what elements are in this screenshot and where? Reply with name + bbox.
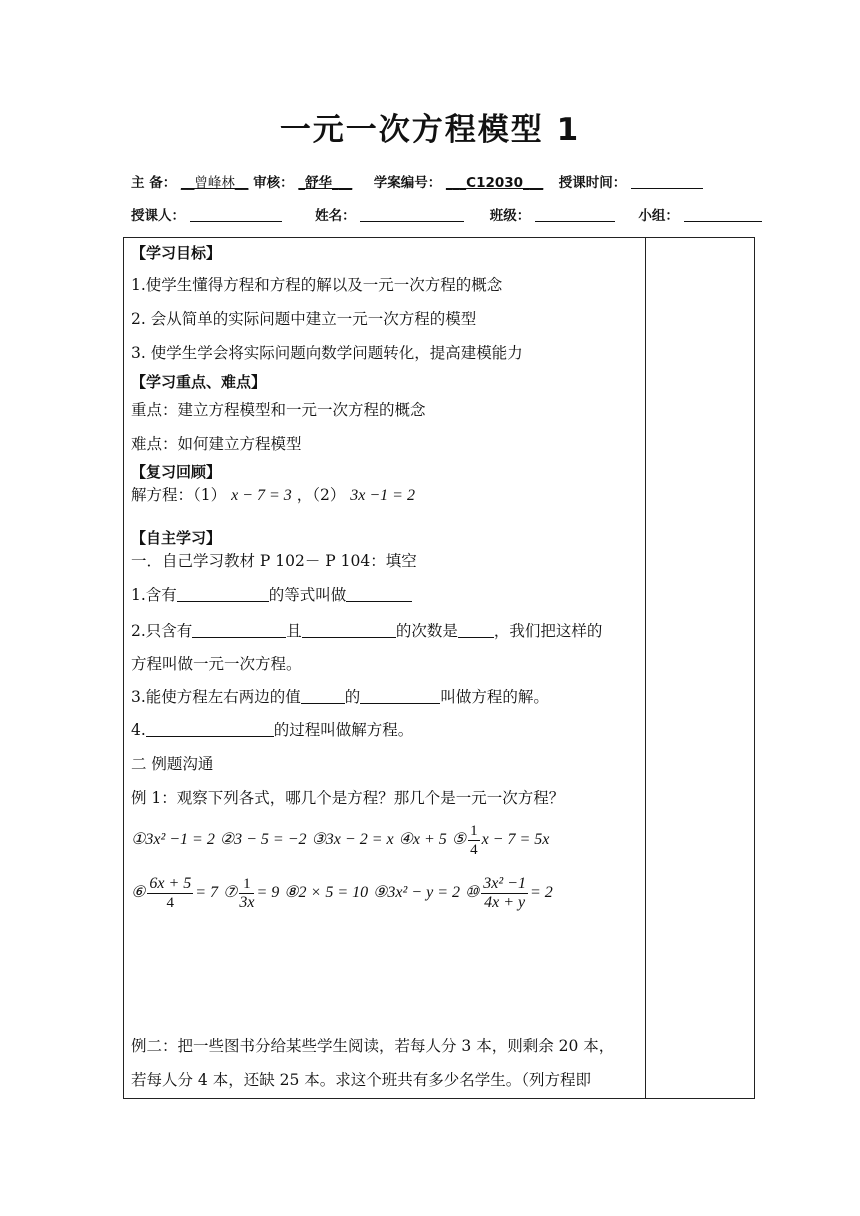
equation-4: ④x + 5 <box>398 831 447 848</box>
fill-3-text-a: 3.能使方程左右两边的值 <box>131 688 301 706</box>
equation-7-numerator: 1 <box>239 875 254 894</box>
fill-1-text-a: 1.含有 <box>131 586 177 604</box>
example-header: 二 例题沟通 <box>131 755 214 773</box>
equation-3: ③3x − 2 = x <box>311 831 394 848</box>
review-equation-2: 3x −1 = 2 <box>350 487 415 504</box>
fill-2-blank-c[interactable] <box>458 622 494 638</box>
fill-1-text-b: 的等式叫做 <box>268 586 347 604</box>
class-blank[interactable] <box>535 207 615 222</box>
group-blank[interactable] <box>684 207 762 222</box>
equation-5-numerator: 1 <box>470 822 478 839</box>
goal-1: 1.使学生懂得方程和方程的解以及一元一次方程的概念 <box>131 276 503 294</box>
shenhe-value: _舒华___ <box>298 175 353 191</box>
fill-1 <box>131 585 412 605</box>
equation-row-2 <box>131 870 553 915</box>
fill-3-text-c: 叫做方程的解。 <box>440 688 549 706</box>
document-title: 一元一次方程模型 1 <box>279 112 581 148</box>
fill-1-blank-a[interactable] <box>177 586 269 602</box>
fill-1-blank-b[interactable] <box>346 586 412 602</box>
key-point: 重点：建立方程模型和一元一次方程的概念 <box>131 401 426 419</box>
equation-10-fraction <box>481 875 528 912</box>
fill-4 <box>131 720 413 740</box>
equation-row-1 <box>131 819 549 860</box>
example-1-question: 例 1：观察下列各式，哪几个是方程？那几个是一元一次方程？ <box>131 789 565 807</box>
shouke-time-blank[interactable] <box>631 174 703 189</box>
meta-row-1 <box>131 171 703 191</box>
fill-4-text-a: 4. <box>131 721 146 739</box>
equation-6-suffix: = 7 <box>195 884 219 901</box>
fill-2-text-a: 2.只含有 <box>131 622 193 640</box>
zhubei-label: 主 备： <box>131 175 177 191</box>
equation-9: ⑨3x² − y = 2 <box>373 884 460 901</box>
shenhe-label: 审核： <box>253 175 294 191</box>
self-study-header: 【自主学习】 <box>131 529 222 547</box>
fill-3-blank-a[interactable] <box>301 688 345 704</box>
fill-2-line-2: 方程叫做一元一次方程。 <box>131 655 302 673</box>
fill-2 <box>131 621 602 641</box>
fill-3 <box>131 687 549 707</box>
equation-7-denominator: 3x <box>239 893 255 911</box>
equation-6-fraction <box>147 875 193 912</box>
review-equation-1: x − 7 = 3 <box>231 487 292 504</box>
equation-6-numerator: 6x + 5 <box>149 874 192 892</box>
example-2-line-2: 若每人分 4 本，还缺 25 本。求这个班共有多少名学生。（列方程即 <box>131 1071 592 1089</box>
class-label: 班级： <box>489 208 531 224</box>
equation-8: ⑧2 × 5 = 10 <box>284 884 369 901</box>
goal-2: 2. 会从简单的实际问题中建立一元一次方程的模型 <box>131 310 477 328</box>
review-prefix: 解方程：（1） <box>131 486 227 504</box>
fill-4-blank[interactable] <box>146 721 274 737</box>
name-label: 姓名： <box>315 208 356 224</box>
difficult-point: 难点：如何建立方程模型 <box>131 435 302 453</box>
equation-5-fraction <box>468 822 480 859</box>
fill-2-text-c: 的次数是 <box>395 622 458 640</box>
self-study-intro: 一．自己学习教材 P 102－ P 104：填空 <box>131 552 417 570</box>
fill-2-text-b: 且 <box>286 622 302 640</box>
equation-10-suffix: = 2 <box>529 884 553 901</box>
review-header: 【复习回顾】 <box>131 463 222 481</box>
goals-header: 【学习目标】 <box>131 244 222 262</box>
group-label: 小组： <box>638 208 679 224</box>
equation-10-numerator: 3x² −1 <box>483 874 526 892</box>
equation-10-prefix: ⑩ <box>464 884 480 901</box>
teacher-label: 授课人： <box>131 208 185 224</box>
equation-6-denominator: 4 <box>166 894 175 911</box>
review-line <box>131 485 415 506</box>
equation-10-denominator: 4x + y <box>484 893 526 911</box>
equation-7-prefix: ⑦ <box>222 884 238 901</box>
equation-1: ①3x² −1 = 2 <box>131 831 215 848</box>
equation-5-denominator: 4 <box>470 841 478 858</box>
notes-column-divider <box>645 237 646 1099</box>
goal-3: 3. 使学生学会将实际问题向数学问题转化，提高建模能力 <box>131 344 523 362</box>
fill-3-text-b: 的 <box>344 688 361 706</box>
key-header: 【学习重点、难点】 <box>131 373 267 391</box>
xuean-value: ___C12030___ <box>445 175 544 191</box>
fill-2-text-d: ，我们把这样的 <box>493 622 603 640</box>
example-2-line-1: 例二：把一些图书分给某些学生阅读，若每人分 3 本，则剩余 20 本， <box>131 1037 615 1055</box>
fill-2-blank-b[interactable] <box>302 622 396 638</box>
teacher-blank[interactable] <box>190 207 282 222</box>
zhubei-value: __曾峰林__ <box>180 175 249 191</box>
fill-2-blank-a[interactable] <box>192 622 286 638</box>
review-mid: ，（2） <box>296 486 346 504</box>
equation-6-prefix: ⑥ <box>131 884 146 901</box>
equation-7-suffix: = 9 <box>256 884 280 901</box>
equation-5-prefix: ⑤ <box>451 831 467 848</box>
equation-7-fraction <box>239 875 254 912</box>
shouke-time-label: 授课时间： <box>558 175 627 191</box>
equation-2: ②3 − 5 = −2 <box>219 831 307 848</box>
xuean-label: 学案编号： <box>373 175 442 191</box>
fill-4-text-b: 的过程叫做解方程。 <box>273 721 414 739</box>
meta-row-2 <box>131 204 762 224</box>
equation-5-suffix: x − 7 = 5x <box>481 831 550 848</box>
fill-3-blank-b[interactable] <box>360 688 440 704</box>
name-blank[interactable] <box>360 207 464 222</box>
